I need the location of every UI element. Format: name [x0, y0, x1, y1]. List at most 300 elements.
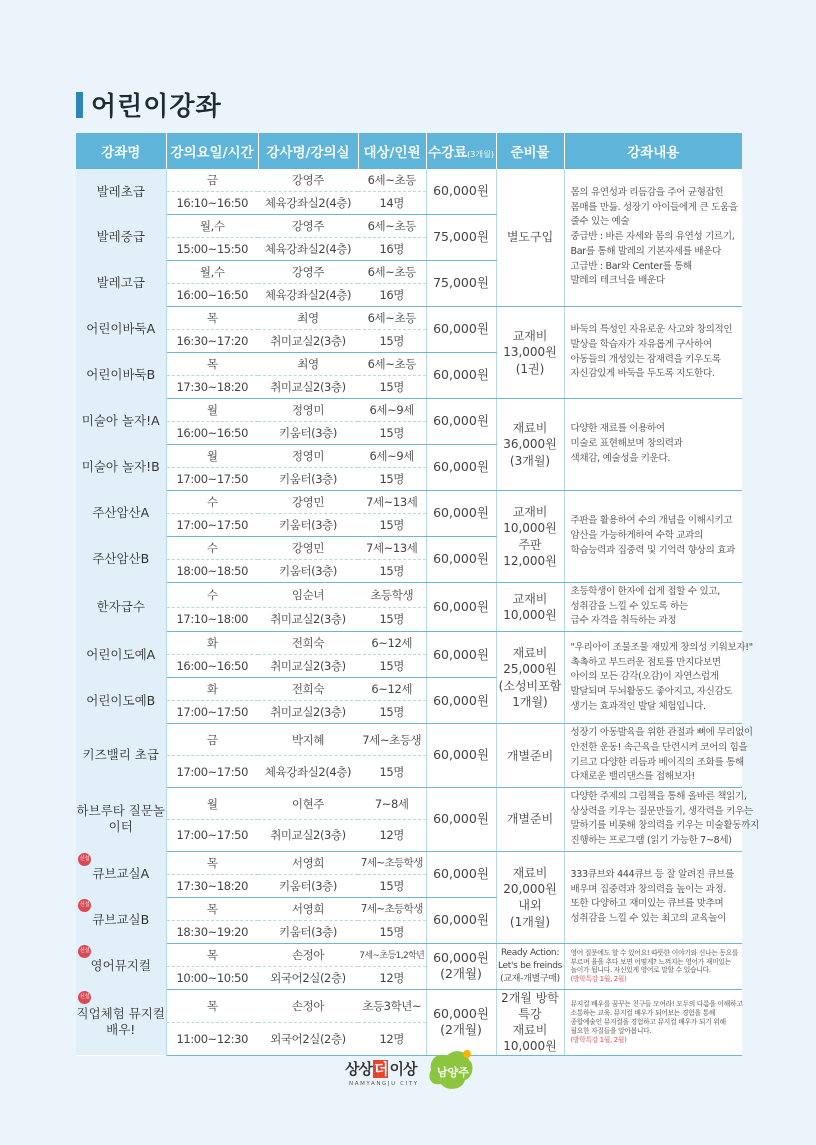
logo-left: 상상 — [345, 1060, 372, 1078]
course-name-cell — [76, 583, 166, 632]
description-line: "우리아이 조물조물 재밌게 창의성 키워보자!" — [570, 641, 753, 653]
table-row — [76, 851, 742, 874]
prep-line: 재료비 — [512, 646, 548, 661]
course-name-cell — [76, 897, 166, 943]
course-fee: 60,000원 — [433, 950, 489, 966]
header-fee — [426, 133, 496, 169]
course-room: 키움터(3층) — [258, 422, 358, 445]
course-description-cell — [564, 491, 742, 583]
course-prep-cell — [496, 788, 564, 852]
course-name: 큐브교실A — [92, 866, 150, 882]
page-title: 어린이강좌 — [91, 92, 222, 122]
course-fee-cell — [426, 943, 496, 989]
description-line: 333큐브와 444큐브 등 잘 알려진 큐브를 — [570, 868, 734, 880]
course-capacity: 16명 — [358, 238, 426, 261]
prep-line: (1개월) — [509, 914, 551, 929]
course-time: 18:00~18:50 — [166, 560, 258, 583]
course-time: 17:00~17:50 — [166, 819, 258, 851]
course-time: 16:30~17:20 — [166, 330, 258, 353]
course-description-cell — [564, 851, 742, 943]
description-line: 발레의 테크닉을 배운다 — [570, 275, 665, 287]
course-fee-cell — [426, 491, 496, 537]
course-description-cell — [564, 399, 742, 491]
prep-line: 10,000원 — [503, 1039, 557, 1054]
table-row — [76, 169, 742, 192]
course-teacher: 강영민 — [258, 491, 358, 514]
page-title-block — [76, 86, 222, 123]
course-day: 금 — [166, 724, 258, 756]
description-line: 상상력을 키우는 질문만들기, 생각력을 키우는 — [570, 805, 753, 817]
course-capacity: 15명 — [358, 701, 426, 724]
header-fee-note: (3개월) — [467, 150, 494, 159]
course-fee-note: (2개월) — [440, 966, 482, 982]
course-fee-cell — [426, 445, 496, 491]
course-name: 미술아 놀자!B — [81, 459, 160, 475]
course-capacity: 15명 — [358, 756, 426, 788]
description-line: 소통하는 교육. 뮤지컬 배우가 되어보는 경험을 통해 — [570, 1009, 716, 1018]
course-fee: 60,000원 — [433, 551, 489, 567]
course-name: 키즈밸리 초급 — [82, 747, 159, 763]
course-time: 17:10~18:00 — [166, 607, 258, 632]
header-schedule: 강의요일/시간 — [166, 133, 258, 169]
prep-line: 10,000원 — [503, 608, 557, 623]
course-time: 16:10~16:50 — [166, 192, 258, 215]
course-time: 15:00~15:50 — [166, 238, 258, 261]
course-target: 7세~13세 — [358, 491, 426, 514]
new-badge: 신설 — [78, 853, 91, 866]
course-target: 7~8세 — [358, 788, 426, 820]
course-day: 목 — [166, 989, 258, 1022]
namyangju-mark-icon — [425, 1048, 475, 1092]
course-room: 외국어2실(2층) — [258, 1022, 358, 1055]
description-line: 줄수 있는 예술 — [570, 216, 630, 228]
header-target: 대상/인원 — [358, 133, 426, 169]
course-description-cell — [564, 169, 742, 307]
description-line: 뮤지컬 배우를 꿈꾸는 친구들 모여라! 모두의 다름을 이해하고 — [570, 1000, 743, 1009]
course-teacher: 전희숙 — [258, 678, 358, 701]
description-line: 안전한 운동! 속근육을 단련시켜 코어의 힘을 — [570, 741, 748, 753]
course-description-cell — [564, 788, 759, 852]
course-name-cell — [76, 491, 166, 537]
description-line: 놀이가 됩니다. 자신있게 영어로 말할 수 있습니다. — [570, 966, 711, 975]
course-fee-cell — [426, 537, 496, 583]
course-fee-cell — [426, 989, 496, 1055]
description-line: 성취감을 느낄 수 있도록 하는 — [570, 600, 688, 612]
course-capacity: 12명 — [358, 1022, 426, 1055]
header-name: 강좌명 — [76, 133, 166, 169]
course-room: 체육강좌실2(4층) — [258, 192, 358, 215]
course-day: 목 — [166, 851, 258, 874]
new-badge: 신설 — [78, 945, 91, 958]
table-row — [76, 399, 742, 422]
course-fee: 75,000원 — [433, 229, 489, 245]
course-time: 17:00~17:50 — [166, 468, 258, 491]
prep-line: 재료비 — [512, 421, 548, 436]
course-target: 7세~초등학생 — [358, 851, 426, 874]
course-room: 체육강좌실2(4층) — [258, 756, 358, 788]
prep-line: 주판 — [518, 537, 542, 552]
course-fee: 60,000원 — [433, 646, 489, 662]
course-fee-cell — [426, 353, 496, 399]
course-name-cell — [76, 632, 166, 678]
course-teacher: 정영미 — [258, 445, 358, 468]
course-fee: 60,000원 — [433, 692, 489, 708]
description-line: 기르고 다양한 리듬과 베이직의 조화를 통해 — [570, 756, 744, 768]
course-fee: 60,000원 — [433, 811, 489, 827]
course-capacity: 15명 — [358, 468, 426, 491]
course-target: 6세~9세 — [358, 445, 426, 468]
course-room: 취미교실2(3층) — [258, 330, 358, 353]
course-description-cell — [564, 583, 742, 632]
course-capacity: 16명 — [358, 284, 426, 307]
description-line: 영어 질문에도 할 수 있어요! 따뜻한 이야기와 신나는 동요를 — [570, 948, 739, 957]
course-name: 어린이도예B — [86, 692, 156, 708]
course-name-cell — [76, 943, 166, 989]
course-day: 목 — [166, 353, 258, 376]
title-accent-bar — [76, 92, 83, 118]
new-badge: 신설 — [78, 899, 91, 912]
course-room: 키움터(3층) — [258, 920, 358, 943]
course-name: 한자급수 — [96, 598, 145, 614]
course-capacity: 15명 — [358, 920, 426, 943]
course-capacity: 15명 — [358, 376, 426, 399]
course-fee: 60,000원 — [433, 1006, 489, 1022]
course-time: 17:00~17:50 — [166, 701, 258, 724]
course-day: 금 — [166, 169, 258, 192]
course-name: 어린이바둑A — [86, 321, 156, 337]
course-name: 큐브교실B — [92, 912, 150, 928]
header-fee-label: 수강료 — [428, 145, 468, 161]
course-name: 주산암산B — [92, 551, 150, 567]
course-name: 주산암산A — [92, 505, 150, 521]
description-line: 주판을 활용하여 수의 개념을 이해시키고 — [570, 515, 733, 527]
description-line: 성취감을 느낄 수 있는 최고의 교육놀이 — [570, 913, 727, 925]
course-day: 목 — [166, 943, 258, 966]
course-target: 7세~13세 — [358, 537, 426, 560]
course-day: 수 — [166, 583, 258, 608]
course-description-cell — [564, 989, 742, 1055]
description-line: 종합예술인 뮤지컬을 경험하고 뮤지컬 배우가 되기 위해 — [570, 1017, 726, 1026]
description-line: 몸매를 만듦. 성장기 아이들에게 큰 도움을 — [570, 201, 738, 213]
prep-line: Ready Action: — [500, 947, 560, 958]
course-fee: 60,000원 — [433, 598, 489, 614]
description-line: 다양한 재료를 이용하여 — [570, 423, 665, 435]
course-time: 16:00~16:50 — [166, 284, 258, 307]
course-name-cell — [76, 215, 166, 261]
course-time: 17:30~18:20 — [166, 874, 258, 897]
course-teacher: 서영희 — [258, 897, 358, 920]
course-fee-cell — [426, 399, 496, 445]
course-fee-note: (2개월) — [440, 1022, 482, 1038]
course-time: 17:00~17:50 — [166, 756, 258, 788]
course-name-cell — [76, 353, 166, 399]
course-name-cell — [76, 537, 166, 583]
description-line: 다채로운 밸리댄스를 접해보자! — [570, 771, 695, 783]
course-name-cell — [76, 788, 166, 852]
table-row — [76, 307, 742, 330]
course-day: 월 — [166, 445, 258, 468]
course-teacher: 손정아 — [258, 989, 358, 1022]
course-prep-cell — [496, 632, 564, 724]
description-line: Bar를 통해 발레의 기본자세를 배운다 — [570, 245, 722, 257]
course-fee-cell — [426, 215, 496, 261]
description-line: 성장기 아동발육을 위한 관절과 뼈에 무리없이 — [570, 727, 753, 739]
course-room: 키움터(3층) — [258, 560, 358, 583]
course-day: 목 — [166, 897, 258, 920]
course-fee-cell — [426, 169, 496, 215]
course-teacher: 이현주 — [258, 788, 358, 820]
prep-line: (1권) — [515, 361, 545, 376]
course-prep-cell — [496, 989, 564, 1055]
course-name-cell — [76, 399, 166, 445]
course-prep-cell — [496, 943, 564, 989]
description-line: 다양한 주제의 그림책을 통해 올바른 책읽기, — [570, 791, 747, 803]
header-instructor: 강사명/강의실 — [258, 133, 358, 169]
description-line: 말하기를 비롯해 창의력을 키우는 미술활동까지 — [570, 820, 759, 832]
course-day: 목 — [166, 307, 258, 330]
course-fee-cell — [426, 788, 496, 852]
course-fee-cell — [426, 261, 496, 307]
course-target: 6~12세 — [358, 678, 426, 701]
course-target: 6세~초등 — [358, 307, 426, 330]
table-row — [76, 491, 742, 514]
course-fee: 60,000원 — [433, 367, 489, 383]
prep-line: 교재비 — [512, 329, 548, 344]
course-target: 6세~초등 — [358, 261, 426, 284]
course-day: 화 — [166, 632, 258, 655]
course-time: 16:00~16:50 — [166, 422, 258, 445]
course-target: 7세~초등생 — [358, 724, 426, 756]
course-capacity: 15명 — [358, 330, 426, 353]
prep-line: 12,000원 — [503, 553, 557, 568]
course-fee: 60,000원 — [433, 183, 489, 199]
course-capacity: 15명 — [358, 514, 426, 537]
description-line: 발달되며 두뇌활동도 좋아지고, 자신감도 — [570, 686, 733, 698]
course-room: 체육강좌실2(4층) — [258, 238, 358, 261]
course-room: 키움터(3층) — [258, 468, 358, 491]
new-badge: 신설 — [78, 991, 91, 1004]
course-fee: 60,000원 — [433, 505, 489, 521]
course-day: 수 — [166, 491, 258, 514]
course-name-cell — [76, 678, 166, 724]
course-fee: 75,000원 — [433, 275, 489, 291]
prep-line: 20,000원 — [503, 882, 557, 897]
course-day: 월,수 — [166, 215, 258, 238]
course-name-cell — [76, 307, 166, 353]
course-day: 월 — [166, 399, 258, 422]
course-fee: 60,000원 — [433, 747, 489, 763]
course-fee-cell — [426, 851, 496, 897]
course-day: 월,수 — [166, 261, 258, 284]
description-line: 급수 자격을 취득하는 과정 — [570, 615, 677, 627]
course-room: 키움터(3층) — [258, 874, 358, 897]
course-room: 취미교실2(3층) — [258, 607, 358, 632]
course-fee-cell — [426, 632, 496, 678]
course-capacity: 15명 — [358, 607, 426, 632]
course-teacher: 박지혜 — [258, 724, 358, 756]
course-teacher: 서영희 — [258, 851, 358, 874]
prep-line: 교재비 — [512, 591, 548, 606]
course-teacher: 최영 — [258, 353, 358, 376]
course-room: 키움터(3층) — [258, 514, 358, 537]
table-row — [76, 583, 742, 608]
course-target: 6~12세 — [358, 632, 426, 655]
course-name: 하브루타 질문놀이터 — [76, 803, 165, 835]
description-note: (방학특강 1월, 2월) — [570, 975, 627, 984]
course-teacher: 손정아 — [258, 943, 358, 966]
logo-subtitle: NAMYANGJU CITY — [349, 1081, 419, 1087]
course-fee-cell — [426, 307, 496, 353]
prep-line: 10,000원 — [503, 521, 557, 536]
course-target: 6세~초등 — [358, 169, 426, 192]
course-time: 18:30~19:20 — [166, 920, 258, 943]
course-teacher: 강영주 — [258, 169, 358, 192]
course-fee: 60,000원 — [433, 866, 489, 882]
course-fee: 60,000원 — [433, 459, 489, 475]
course-name: 직업체험 뮤지컬 배우! — [76, 1006, 165, 1038]
course-time: 17:30~18:20 — [166, 376, 258, 399]
course-room: 체육강좌실2(4층) — [258, 284, 358, 307]
course-capacity: 12명 — [358, 966, 426, 989]
prep-line: (소성비포함 — [498, 678, 562, 693]
course-description-cell — [564, 943, 742, 989]
course-prep-cell — [496, 307, 564, 399]
course-room: 외국어2실(2층) — [258, 966, 358, 989]
course-description-cell — [564, 307, 742, 399]
course-name-cell — [76, 724, 166, 788]
course-fee: 60,000원 — [433, 912, 489, 928]
description-line: 아이의 모든 감각(오감)이 자연스럽게 — [570, 671, 719, 683]
table-row — [76, 943, 742, 966]
course-room: 취미교실2(3층) — [258, 376, 358, 399]
prep-line: 1개월) — [512, 694, 548, 709]
prep-line: 재료비 — [512, 1023, 548, 1038]
course-prep-cell — [496, 851, 564, 943]
header-content: 강좌내용 — [564, 133, 742, 169]
course-fee-cell — [426, 724, 496, 788]
description-line: 촉촉하고 부드러운 점토를 만지다보면 — [570, 656, 721, 668]
course-target: 6세~초등 — [358, 353, 426, 376]
course-fee: 60,000원 — [433, 321, 489, 337]
course-name: 어린이도예A — [86, 646, 156, 662]
prep-line: 2개월 방학특강 — [501, 990, 559, 1022]
course-fee: 60,000원 — [433, 413, 489, 429]
course-prep-cell — [496, 491, 564, 583]
course-target: 7세~초등학생 — [358, 897, 426, 920]
course-fee-cell — [426, 897, 496, 943]
course-teacher: 전희숙 — [258, 632, 358, 655]
description-line: 필요한 자질들을 알아봅니다. — [570, 1026, 652, 1035]
course-capacity: 15명 — [358, 560, 426, 583]
table-row — [76, 989, 742, 1022]
course-time: 11:00~12:30 — [166, 1022, 258, 1055]
logo-wordmark — [345, 1058, 416, 1079]
course-fee-cell — [426, 583, 496, 632]
description-line: 아동들의 개성있는 잠재력을 키우도록 — [570, 353, 721, 365]
course-name: 발레고급 — [96, 275, 145, 291]
course-time: 10:00~10:50 — [166, 966, 258, 989]
course-name: 영어뮤지컬 — [90, 958, 151, 974]
course-teacher: 최영 — [258, 307, 358, 330]
course-prep-cell — [496, 169, 564, 307]
course-day: 화 — [166, 678, 258, 701]
course-name-cell — [76, 851, 166, 897]
course-name-cell — [76, 261, 166, 307]
course-description-cell — [564, 724, 753, 788]
description-line: 몸의 유연성과 리듬감을 주어 균형잡힌 — [570, 186, 724, 198]
course-time: 17:00~17:50 — [166, 514, 258, 537]
course-prep-cell — [496, 399, 564, 491]
course-capacity: 14명 — [358, 192, 426, 215]
description-line: 중급반 : 바른 자세와 몸의 유연성 기르기, — [570, 231, 735, 243]
prep-text: 개별준비 — [506, 812, 554, 827]
table-row — [76, 724, 742, 756]
course-target: 7세~초등1,2학년 — [358, 943, 426, 966]
logo-right: 이상 — [389, 1060, 417, 1078]
course-teacher: 정영미 — [258, 399, 358, 422]
course-name: 어린이바둑B — [86, 367, 156, 383]
description-line: 또한 다양하고 재미있는 큐브를 맞추며 — [570, 898, 724, 910]
table-row — [76, 788, 742, 820]
logo-mid: 더 — [373, 1060, 388, 1078]
course-name: 미술아 놀자!A — [81, 413, 160, 429]
prep-line: 25,000원 — [503, 662, 557, 677]
description-line: 진행하는 프로그램 (읽기 가능한 7~8세) — [570, 835, 732, 847]
course-target: 초등학생 — [358, 583, 426, 608]
description-line: 미술로 표현해보며 창의력과 — [570, 438, 683, 450]
course-capacity: 15명 — [358, 874, 426, 897]
course-time: 16:00~16:50 — [166, 655, 258, 678]
course-prep-cell — [496, 583, 564, 632]
city-logo — [345, 1048, 475, 1098]
course-description-cell — [564, 632, 753, 724]
course-day: 월 — [166, 788, 258, 820]
course-capacity: 12명 — [358, 819, 426, 851]
course-target: 6세~초등 — [358, 215, 426, 238]
prep-line: 36,000원 — [503, 437, 557, 452]
description-line: 부르며 율을 추다 보면 어떻게? 느껴지는 영어가 재미있는 — [570, 957, 731, 966]
prep-line: 13,000원 — [503, 345, 557, 360]
course-teacher: 강영민 — [258, 537, 358, 560]
course-capacity: 15명 — [358, 422, 426, 445]
course-name-cell — [76, 989, 166, 1055]
course-room: 취미교실2(3층) — [258, 655, 358, 678]
course-name-cell — [76, 445, 166, 491]
logo-mark-text: 남양주 — [437, 1066, 469, 1079]
prep-line: 재료비 — [512, 866, 548, 881]
description-note: (방학특강 1월, 2월) — [570, 1035, 627, 1044]
table-row — [76, 632, 742, 655]
prep-text: 개별준비 — [506, 748, 554, 763]
prep-line: 내외 — [518, 898, 542, 913]
table-header-row — [76, 133, 742, 169]
prep-line: Let's be freinds — [497, 960, 563, 971]
course-target: 6세~9세 — [358, 399, 426, 422]
description-line: 암산을 가능하게하여 수학 교과의 — [570, 530, 703, 542]
prep-line: (3개월) — [509, 453, 551, 468]
course-teacher: 강영주 — [258, 215, 358, 238]
description-line: 생기는 효과적인 발달 체험입니다. — [570, 700, 706, 712]
description-line: 고급반 : Bar와 Center를 통해 — [570, 260, 692, 272]
description-line: 학습능력과 집중력 및 기억력 향상의 효과 — [570, 544, 736, 556]
prep-line: 교재비 — [512, 505, 548, 520]
course-room: 취미교실2(3층) — [258, 819, 358, 851]
course-teacher: 강영주 — [258, 261, 358, 284]
description-line: 초등학생이 한자에 쉽게 접할 수 있고, — [570, 586, 720, 597]
course-day: 수 — [166, 537, 258, 560]
course-capacity: 15명 — [358, 655, 426, 678]
description-line: 색채감, 예술성을 키운다. — [570, 452, 671, 464]
